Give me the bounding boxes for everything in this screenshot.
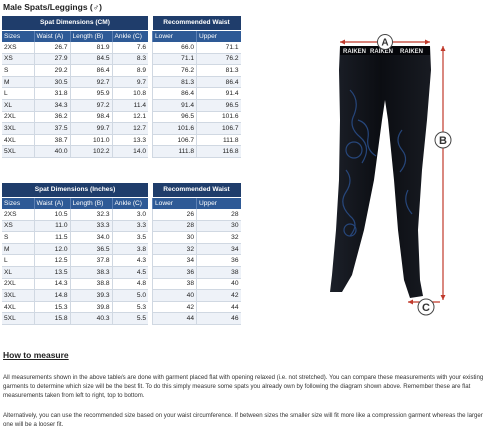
cm-cell-size: L [2, 88, 34, 100]
in-cell-lower: 40 [153, 290, 197, 302]
legging-illustration [310, 30, 480, 320]
in-cell-ankle: 3.0 [112, 209, 148, 221]
cm-cell-lower: 66.0 [153, 42, 197, 54]
in-col-length: Length (B) [70, 197, 112, 209]
in-cell-upper: 38 [197, 267, 241, 279]
in-cell-upper: 28 [197, 209, 241, 221]
in-table-row [2, 301, 241, 313]
in-cell-waist: 10.5 [34, 209, 70, 221]
in-cell-length: 39.3 [70, 290, 112, 302]
cm-cell-ankle: 14.0 [112, 146, 148, 158]
cm-cell-size: S [2, 65, 34, 77]
waistband-logo-1: RAIKEN [343, 49, 367, 55]
in-dimensions-group-header: Spat Dimensions (Inches) [2, 183, 148, 197]
in-cell-waist: 12.0 [34, 243, 70, 255]
waistband-logo-2: RAIKEN [370, 49, 394, 55]
in-col-sizes: Sizes [2, 197, 34, 209]
cm-cell-length: 92.7 [70, 76, 112, 88]
cm-waist-group-header: Recommended Waist [153, 16, 241, 30]
in-cell-lower: 42 [153, 301, 197, 313]
cm-cell-size: M [2, 76, 34, 88]
in-cell-upper: 36 [197, 255, 241, 267]
cm-cell-upper: 96.5 [197, 100, 241, 112]
cm-table-row [2, 53, 241, 65]
in-cell-upper: 42 [197, 290, 241, 302]
in-cell-ankle: 4.5 [112, 267, 148, 279]
cm-cell-ankle: 8.3 [112, 53, 148, 65]
in-cell-length: 34.0 [70, 232, 112, 244]
cm-cell-waist: 29.2 [34, 65, 70, 77]
cm-cell-waist: 26.7 [34, 42, 70, 54]
in-cell-waist: 11.5 [34, 232, 70, 244]
in-cell-waist: 13.5 [34, 267, 70, 279]
in-cell-length: 38.3 [70, 267, 112, 279]
in-col-waist: Waist (A) [34, 197, 70, 209]
in-col-lower: Lower [153, 197, 197, 209]
cm-cell-size: 3XL [2, 123, 34, 135]
cm-size-table [2, 16, 241, 158]
in-cell-ankle: 5.3 [112, 301, 148, 313]
in-cell-size: 2XL [2, 278, 34, 290]
cm-cell-length: 97.2 [70, 100, 112, 112]
in-table-row [2, 278, 241, 290]
in-cell-upper: 46 [197, 313, 241, 325]
cm-cell-length: 102.2 [70, 146, 112, 158]
cm-cell-ankle: 10.8 [112, 88, 148, 100]
cm-cell-size: 5XL [2, 146, 34, 158]
in-cell-lower: 36 [153, 267, 197, 279]
in-cell-upper: 40 [197, 278, 241, 290]
waistband-logo-3: RAIKEN [400, 49, 424, 55]
in-cell-length: 33.3 [70, 220, 112, 232]
in-cell-length: 37.8 [70, 255, 112, 267]
waist-arrow-right [425, 40, 430, 45]
svg-text:A: A [381, 37, 389, 49]
in-table-row [2, 209, 241, 221]
in-cell-waist: 14.3 [34, 278, 70, 290]
cm-cell-length: 81.9 [70, 42, 112, 54]
in-cell-size: 5XL [2, 313, 34, 325]
in-cell-upper: 32 [197, 232, 241, 244]
cm-cell-size: XL [2, 100, 34, 112]
in-table-row [2, 313, 241, 325]
in-cell-lower: 38 [153, 278, 197, 290]
in-table-row [2, 290, 241, 302]
in-table-row [2, 267, 241, 279]
waist-arrow-left [340, 40, 345, 45]
inches-size-table [2, 183, 241, 325]
cm-cell-waist: 30.5 [34, 76, 70, 88]
in-cell-ankle: 5.5 [112, 313, 148, 325]
cm-table-row [2, 65, 241, 77]
cm-cell-lower: 96.5 [153, 111, 197, 123]
cm-cell-length: 98.4 [70, 111, 112, 123]
page-heading: Male Spats/Leggings (♂) [3, 2, 102, 12]
cm-table-row [2, 123, 241, 135]
cm-cell-lower: 106.7 [153, 134, 197, 146]
in-cell-waist: 15.3 [34, 301, 70, 313]
cm-cell-waist: 36.2 [34, 111, 70, 123]
cm-cell-ankle: 8.9 [112, 65, 148, 77]
in-cell-size: 3XL [2, 290, 34, 302]
recommended-size-paragraph: Alternatively, you can use the recommended size based on your waist circumference. If between sizes the smaller size will fit more like a compression garment whereas the larger one will be a looser fit. [3, 412, 483, 428]
in-cell-upper: 44 [197, 301, 241, 313]
cm-table-row [2, 76, 241, 88]
cm-cell-length: 84.5 [70, 53, 112, 65]
in-cell-waist: 14.8 [34, 290, 70, 302]
cm-cell-upper: 86.4 [197, 76, 241, 88]
in-cell-ankle: 4.3 [112, 255, 148, 267]
cm-cell-lower: 81.3 [153, 76, 197, 88]
ankle-arrow-left [408, 300, 413, 305]
in-cell-lower: 30 [153, 232, 197, 244]
in-cell-ankle: 3.8 [112, 243, 148, 255]
length-arrow-bottom [441, 295, 446, 300]
cm-cell-lower: 91.4 [153, 100, 197, 112]
in-cell-size: L [2, 255, 34, 267]
in-waist-group-header: Recommended Waist [153, 183, 241, 197]
cm-cell-upper: 91.4 [197, 88, 241, 100]
in-cell-lower: 34 [153, 255, 197, 267]
cm-cell-ankle: 12.7 [112, 123, 148, 135]
cm-cell-ankle: 11.4 [112, 100, 148, 112]
cm-dimensions-group-header: Spat Dimensions (CM) [2, 16, 148, 30]
in-cell-size: XS [2, 220, 34, 232]
cm-cell-length: 99.7 [70, 123, 112, 135]
in-cell-lower: 32 [153, 243, 197, 255]
how-to-measure-heading: How to measure [3, 350, 69, 360]
in-cell-upper: 30 [197, 220, 241, 232]
cm-col-ankle: Ankle (C) [112, 30, 148, 42]
cm-table-row [2, 134, 241, 146]
legging-measurement-diagram [310, 30, 480, 320]
legging-body [330, 46, 431, 298]
marker-b [435, 132, 451, 148]
marker-c [418, 299, 434, 315]
svg-text:B: B [439, 135, 447, 147]
marker-a [378, 35, 393, 50]
in-cell-length: 36.5 [70, 243, 112, 255]
cm-cell-length: 101.0 [70, 134, 112, 146]
in-cell-ankle: 4.8 [112, 278, 148, 290]
cm-cell-size: XS [2, 53, 34, 65]
how-to-measure-paragraph: All measurements shown in the above table/s are done with garment placed flat with opening relaxed (i.e. not stretched). You can compare these measurements with your existing garments to determine which size will be the best fit. To do this simply measure some spats you already own by following the diagram shown above. Remember these are flat measurements taken from left to right, top to bottom. [3, 374, 484, 399]
cm-cell-upper: 101.6 [197, 111, 241, 123]
in-cell-ankle: 3.3 [112, 220, 148, 232]
cm-col-upper: Upper [197, 30, 241, 42]
cm-cell-upper: 111.8 [197, 134, 241, 146]
in-cell-ankle: 5.0 [112, 290, 148, 302]
length-arrow-top [441, 46, 446, 51]
in-cell-size: M [2, 243, 34, 255]
in-table-row [2, 243, 241, 255]
in-cell-lower: 26 [153, 209, 197, 221]
cm-cell-size: 4XL [2, 134, 34, 146]
in-cell-size: 4XL [2, 301, 34, 313]
in-cell-length: 40.3 [70, 313, 112, 325]
in-cell-size: S [2, 232, 34, 244]
cm-cell-size: 2XL [2, 111, 34, 123]
cm-table-row [2, 100, 241, 112]
cm-col-length: Length (B) [70, 30, 112, 42]
in-cell-size: 2XS [2, 209, 34, 221]
in-cell-lower: 28 [153, 220, 197, 232]
cm-table-row [2, 88, 241, 100]
cm-cell-upper: 81.3 [197, 65, 241, 77]
cm-cell-lower: 76.2 [153, 65, 197, 77]
in-cell-waist: 11.0 [34, 220, 70, 232]
cm-cell-upper: 106.7 [197, 123, 241, 135]
cm-cell-lower: 101.6 [153, 123, 197, 135]
in-cell-length: 39.8 [70, 301, 112, 313]
in-col-ankle: Ankle (C) [112, 197, 148, 209]
in-col-upper: Upper [197, 197, 241, 209]
cm-table-row [2, 146, 241, 158]
in-cell-length: 32.3 [70, 209, 112, 221]
cm-col-waist: Waist (A) [34, 30, 70, 42]
in-table-row [2, 220, 241, 232]
cm-cell-waist: 40.0 [34, 146, 70, 158]
cm-cell-ankle: 7.6 [112, 42, 148, 54]
cm-cell-upper: 76.2 [197, 53, 241, 65]
cm-cell-ankle: 12.1 [112, 111, 148, 123]
cm-cell-size: 2XS [2, 42, 34, 54]
cm-cell-lower: 71.1 [153, 53, 197, 65]
cm-cell-waist: 27.9 [34, 53, 70, 65]
cm-cell-upper: 71.1 [197, 42, 241, 54]
svg-text:C: C [422, 302, 430, 314]
in-cell-waist: 12.5 [34, 255, 70, 267]
cm-col-lower: Lower [153, 30, 197, 42]
cm-cell-ankle: 13.3 [112, 134, 148, 146]
in-cell-upper: 34 [197, 243, 241, 255]
in-cell-length: 38.8 [70, 278, 112, 290]
cm-col-sizes: Sizes [2, 30, 34, 42]
cm-cell-lower: 111.8 [153, 146, 197, 158]
in-cell-size: XL [2, 267, 34, 279]
cm-table-row [2, 42, 241, 54]
cm-cell-lower: 86.4 [153, 88, 197, 100]
cm-table-row [2, 111, 241, 123]
in-table-row [2, 232, 241, 244]
cm-cell-upper: 116.8 [197, 146, 241, 158]
cm-cell-length: 86.4 [70, 65, 112, 77]
cm-cell-length: 95.9 [70, 88, 112, 100]
in-cell-ankle: 3.5 [112, 232, 148, 244]
in-cell-lower: 44 [153, 313, 197, 325]
cm-cell-waist: 34.3 [34, 100, 70, 112]
cm-cell-waist: 38.7 [34, 134, 70, 146]
cm-cell-waist: 37.5 [34, 123, 70, 135]
in-table-row [2, 255, 241, 267]
cm-cell-waist: 31.8 [34, 88, 70, 100]
cm-cell-ankle: 9.7 [112, 76, 148, 88]
in-cell-waist: 15.8 [34, 313, 70, 325]
